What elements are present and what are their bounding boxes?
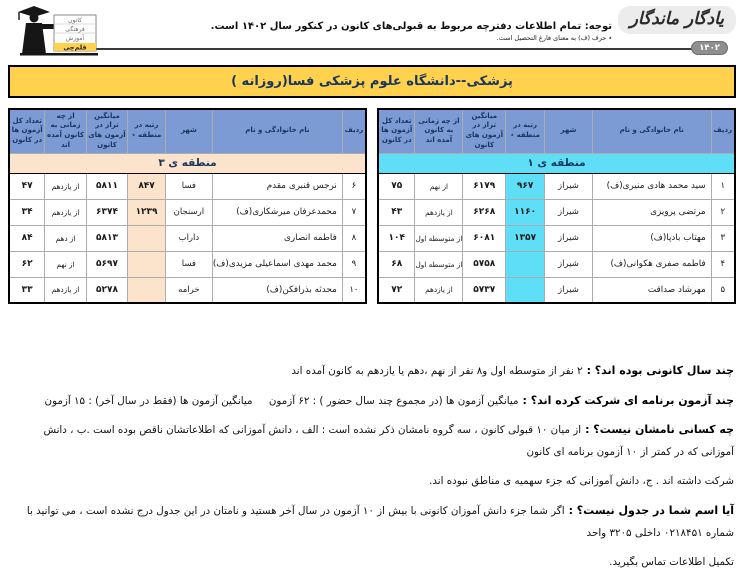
region-3-table (8, 108, 367, 304)
cell-since: از نهم (45, 251, 86, 277)
cell-total-exams: ۴۳ (378, 199, 415, 225)
header-note: توجه: تمام اطلاعات دفترچه مربوط به قبولی‌های کانون در کنکور سال ۱۴۰۲ است. (210, 21, 612, 32)
cell-row-number: ۱۰ (342, 277, 366, 303)
cell-avg-score: ۵۷۵۸ (463, 251, 506, 277)
cell-city: خرامه (165, 277, 212, 303)
table-row (9, 199, 366, 225)
table-row (378, 251, 735, 277)
footer-note-line (10, 498, 734, 541)
cell-rank (128, 225, 166, 251)
cell-since: از یازدهم (45, 173, 86, 199)
cell-row-number: ۷ (342, 199, 366, 225)
logo-line-3: آموزش (65, 35, 85, 42)
cell-since: از دهم (45, 225, 86, 251)
cell-rank (128, 277, 166, 303)
table-row (378, 277, 735, 303)
cell-city: فسا (165, 173, 212, 199)
cell-total-exams: ۱۰۴ (378, 225, 415, 251)
cell-rank: ۹۶۷ (506, 173, 545, 199)
cell-rank: ۱۱۶۰ (506, 199, 545, 225)
cell-row-number: ۸ (342, 225, 366, 251)
cell-rank: ۱۲۳۹ (128, 199, 166, 225)
cell-city: فسا (165, 251, 212, 277)
column-header: ردیف (711, 109, 735, 153)
footer-note-text: اگر شما جزء دانش آموزان کانونی با بیش از ۱۰ آزمون در سال آخر هستید و نامتان در این جدول درج نشده است ، می توانید با شماره ۰۲۱۸۴۵۱ داخلی ۳۲۰۵ واحد (23, 504, 734, 539)
cell-name: محدثه بذرافکن(ف) (212, 277, 342, 303)
cell-total-exams: ۸۴ (9, 225, 45, 251)
cell-city: ارسنجان (165, 199, 212, 225)
column-header: از چه زمانی به کانون آمده اند (45, 109, 86, 153)
logo-line-1: کانون (68, 17, 82, 24)
footer-note-text: از میان ۱۰ قبولی کانون ، سه گروه نامشان ذکر نشده است : الف ، دانش آموزانی که اطلاعاتشان ناقص بوده است .ب ، دانش آموزانی که در کمتر از ۱۰ آزمون برنامه ای کانون (40, 424, 734, 458)
cell-total-exams: ۷۲ (378, 277, 415, 303)
page-title: پزشکی--دانشگاه علوم پزشکی فسا(روزانه ) (8, 65, 736, 98)
column-header: میانگین تراز در آزمون های کانون (86, 109, 127, 153)
cell-name: مرتضی پرویزی (592, 199, 711, 225)
cell-since: از یازدهم (45, 199, 86, 225)
cell-total-exams: ۴۷ (9, 173, 45, 199)
cell-total-exams: ۷۵ (378, 173, 415, 199)
cell-rank (506, 277, 545, 303)
header-divider (56, 48, 722, 50)
cell-city: شیراز (545, 225, 593, 251)
cell-total-exams: ۶۲ (9, 251, 45, 277)
column-header: تعداد کل آزمون ها در کانون (9, 109, 45, 153)
footer-note-label: چه کسانی نامشان نیست؟ : (585, 423, 734, 437)
brand-calligraphy: یادگار ماندگار (618, 6, 736, 34)
cell-name: فاطمه انصاری (212, 225, 342, 251)
cell-row-number: ۲ (711, 199, 735, 225)
cell-avg-score: ۵۸۱۱ (86, 173, 127, 199)
cell-total-exams: ۶۸ (378, 251, 415, 277)
cell-city: داراب (165, 225, 212, 251)
cell-rank (506, 251, 545, 277)
cell-avg-score: ۶۰۸۱ (463, 225, 506, 251)
column-header: شهر (545, 109, 593, 153)
cell-avg-score: ۵۶۹۷ (86, 251, 127, 277)
cell-since: از یازدهم (415, 199, 463, 225)
header-note-block (211, 21, 612, 42)
cell-avg-score: ۵۸۱۳ (86, 225, 127, 251)
footer-note-line (10, 358, 734, 380)
cell-avg-score: ۶۲۶۸ (463, 199, 506, 225)
footer-note-label: آیا اسم شما در جدول نیست؟ : (568, 503, 734, 517)
column-header: رتبه در منطقه ٭ (128, 109, 166, 153)
cell-city: شیراز (545, 277, 593, 303)
cell-since: از متوسطه اول (415, 225, 463, 251)
footer-note-text: ۲ نفر از متوسطه اول و۸ نفر از نهم ،دهم یا یازدهم به کانون آمده اند (291, 365, 583, 377)
footer-note-label: چند سال کانونی بوده اند؟ : (586, 364, 734, 377)
footer-note-line (10, 417, 734, 460)
cell-since: از نهم (415, 173, 463, 199)
table-row (378, 225, 735, 251)
cell-since: از یازدهم (415, 277, 463, 303)
page-header (0, 0, 744, 58)
cell-rank: ۱۳۵۷ (506, 225, 545, 251)
table-row (9, 251, 366, 277)
logo-line-2: فرهنگی (65, 26, 85, 33)
cell-total-exams: ۳۳ (9, 277, 45, 303)
table-row (378, 173, 735, 199)
table-row (9, 225, 366, 251)
results-tables (0, 108, 744, 304)
column-header: رتبه در منطقه ٭ (506, 109, 545, 153)
column-header: ردیف (342, 109, 366, 153)
logo-highlight: قلم‌چی (63, 43, 87, 52)
cell-row-number: ۶ (342, 173, 366, 199)
cell-avg-score: ۶۱۷۹ (463, 173, 506, 199)
table-row (378, 199, 735, 225)
cell-row-number: ۴ (711, 251, 735, 277)
column-header: نام خانوادگی و نام (592, 109, 711, 153)
table-row (9, 173, 366, 199)
footer-notes (0, 358, 744, 571)
footer-note-line (10, 388, 734, 410)
column-header: از چه زمانی به کانون آمده اند (415, 109, 463, 153)
cell-name: محمدعرفان میرشکاری(ف) (212, 199, 342, 225)
cell-total-exams: ۳۴ (9, 199, 45, 225)
cell-rank (128, 251, 166, 277)
cell-name: نرجس قنبری مقدم (212, 173, 342, 199)
cell-since: از متوسطه اول (415, 251, 463, 277)
cell-name: مهتاب بادپا(ف) (592, 225, 711, 251)
cell-row-number: ۱ (711, 173, 735, 199)
column-header: تعداد کل آزمون ها در کانون (378, 109, 415, 153)
footer-note-label: چند آزمون برنامه ای شرکت کرده اند؟ : (522, 393, 734, 407)
cell-row-number: ۵ (711, 277, 735, 303)
column-header: میانگین تراز در آزمون های کانون (463, 109, 506, 153)
footer-note-line (10, 549, 734, 571)
region-label: منطقه ی ۱ (378, 153, 735, 173)
cell-avg-score: ۵۲۷۸ (86, 277, 127, 303)
cell-city: شیراز (545, 173, 593, 199)
cell-row-number: ۹ (342, 251, 366, 277)
region-label: منطقه ی ۳ (9, 153, 366, 173)
footer-note-line (10, 468, 734, 490)
cell-avg-score: ۶۳۷۴ (86, 199, 127, 225)
kanoon-logo (10, 2, 114, 56)
cell-name: مهرشاد صداقت (592, 277, 711, 303)
cell-name: سید محمد هادی منیری(ف) (592, 173, 711, 199)
cell-city: شیراز (545, 199, 593, 225)
cell-avg-score: ۵۷۳۷ (463, 277, 506, 303)
footer-note-text: میانگین آزمون ها (در مجموع چند سال حضور ) : ۶۲ آزمون میانگین آزمون ها (فقط در سال آخر) : ۱۵ آزمون (44, 394, 519, 407)
cell-since: از یازدهم (45, 277, 86, 303)
region-1-table (377, 108, 736, 304)
column-header: نام خانوادگی و نام (212, 109, 342, 153)
table-row (9, 277, 366, 303)
header-subnote: ٭ حرف (ف) به معنای فارغ التحصیل است. (496, 34, 612, 42)
cell-rank: ۸۴۷ (128, 173, 166, 199)
footer-note-text: شرکت داشته اند . ج، دانش آموزانی که جزء سهمیه ی مناطق نبوده اند. (429, 475, 734, 488)
cell-row-number: ۳ (711, 225, 735, 251)
brand-block (618, 6, 736, 34)
year-badge: ۱۴۰۲ (691, 41, 728, 55)
cell-name: فاطمه صفری هکوانی(ف) (592, 251, 711, 277)
cell-city: شیراز (545, 251, 593, 277)
cell-name: محمد مهدی اسماعیلی مزیدی(ف) (212, 251, 342, 277)
footer-note-text: تکمیل اطلاعات تماس بگیرید. (609, 556, 734, 569)
column-header: شهر (165, 109, 212, 153)
